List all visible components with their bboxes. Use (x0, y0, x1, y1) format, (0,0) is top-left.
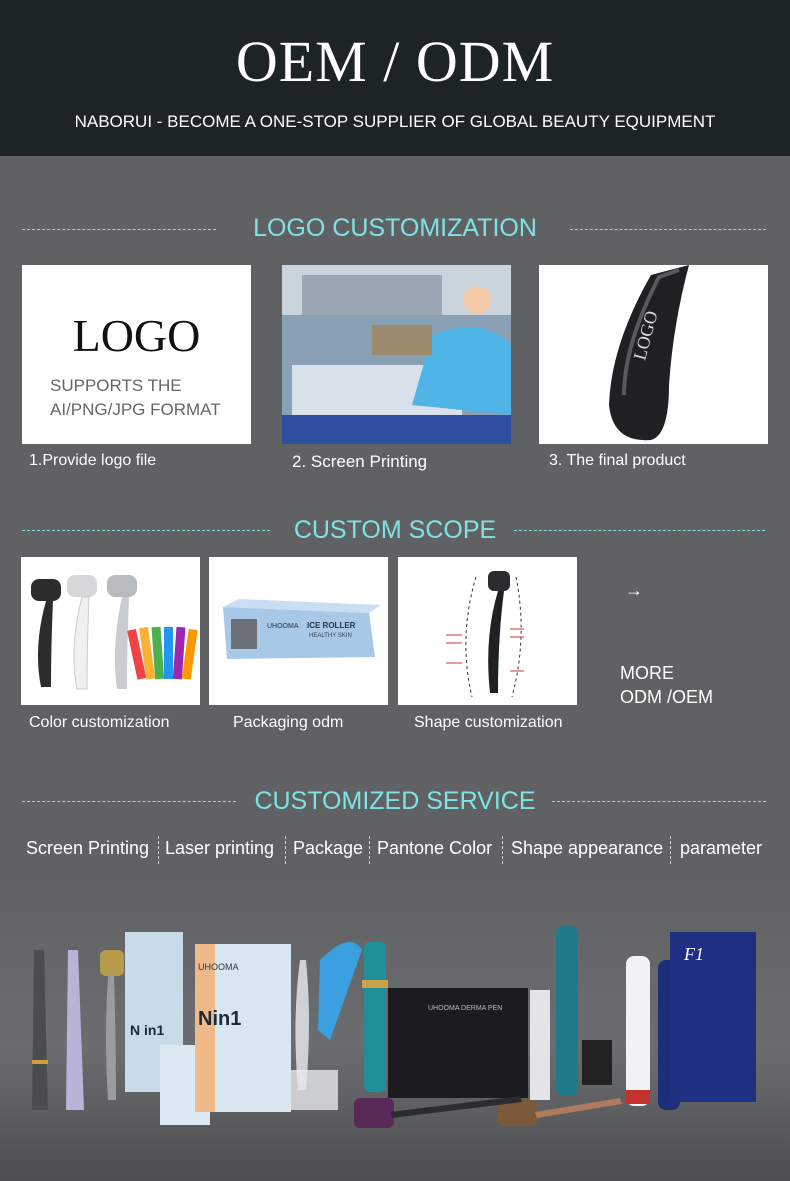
divider-right (514, 530, 765, 531)
color-customization-photo (21, 557, 200, 705)
screen-printing-photo (282, 265, 511, 444)
tag-separator (670, 836, 671, 864)
shape-customization-photo (398, 557, 577, 705)
shape-roller-image (398, 557, 577, 705)
caption-provide-logo: 1.Provide logo file (29, 452, 157, 469)
caption-shape: Shape customization (414, 714, 563, 731)
header-banner (0, 0, 790, 156)
box-label-nin1: Nin1 (198, 1008, 242, 1030)
section-title-scope: CUSTOM SCOPE (293, 516, 497, 544)
box-sub: HEALTHY SKIN (309, 633, 352, 639)
color-rollers-image (21, 557, 200, 705)
caption-final-product: 3. The final product (549, 452, 686, 469)
tag-separator (369, 836, 370, 864)
screen-printing-image (282, 265, 511, 444)
section-title-logo: LOGO CUSTOMIZATION (253, 214, 537, 242)
tag-separator (285, 836, 286, 864)
tag-shape-appearance: Shape appearance (511, 838, 664, 858)
caption-packaging: Packaging odm (233, 714, 344, 731)
divider-right (552, 801, 766, 802)
more-label: MORE (620, 663, 674, 683)
divider-right (570, 229, 766, 230)
tag-separator (502, 836, 503, 864)
tag-laser-printing: Laser printing (165, 838, 275, 858)
tag-separator (158, 836, 159, 864)
logo-text: LOGO (72, 310, 201, 361)
tag-parameter: parameter (680, 838, 763, 858)
caption-color: Color customization (29, 714, 170, 731)
roller-handle-image (539, 265, 768, 444)
caption-screen-printing: 2. Screen Printing (292, 452, 428, 471)
box-label-n-in1: N in1 (130, 1022, 165, 1038)
box-brand-uhooma: UHOOMA (198, 962, 239, 972)
page-subtitle: NABORUI - BECOME A ONE-STOP SUPPLIER OF GLOBAL BEAUTY EQUIPMENT (74, 112, 716, 131)
format-line-2: AI/PNG/JPG FORMAT (50, 400, 221, 419)
arrow-right-icon: → (625, 580, 643, 600)
packaging-photo (209, 557, 388, 705)
box-brand: UHOOMA (267, 623, 299, 630)
section-title-service: CUSTOMIZED SERVICE (254, 787, 536, 815)
final-product-photo (539, 265, 768, 444)
case-label: UHOOMA DERMA PEN (428, 1005, 503, 1012)
engraved-logo: LOGO (629, 308, 662, 363)
page-title: OEM / ODM (235, 29, 555, 94)
tag-package: Package (293, 838, 364, 858)
f1-box-label: F1 (684, 944, 704, 964)
format-line-1: SUPPORTS THE (50, 376, 182, 395)
tag-pantone-color: Pantone Color (377, 838, 493, 858)
box-label: ICE ROLLER (307, 621, 356, 630)
logo-file-card (22, 265, 251, 444)
product-lineup-image (0, 920, 790, 1150)
odm-oem-label: ODM /OEM (620, 687, 713, 707)
tag-screen-printing: Screen Printing (26, 838, 150, 858)
ice-roller-box-image (209, 557, 388, 705)
